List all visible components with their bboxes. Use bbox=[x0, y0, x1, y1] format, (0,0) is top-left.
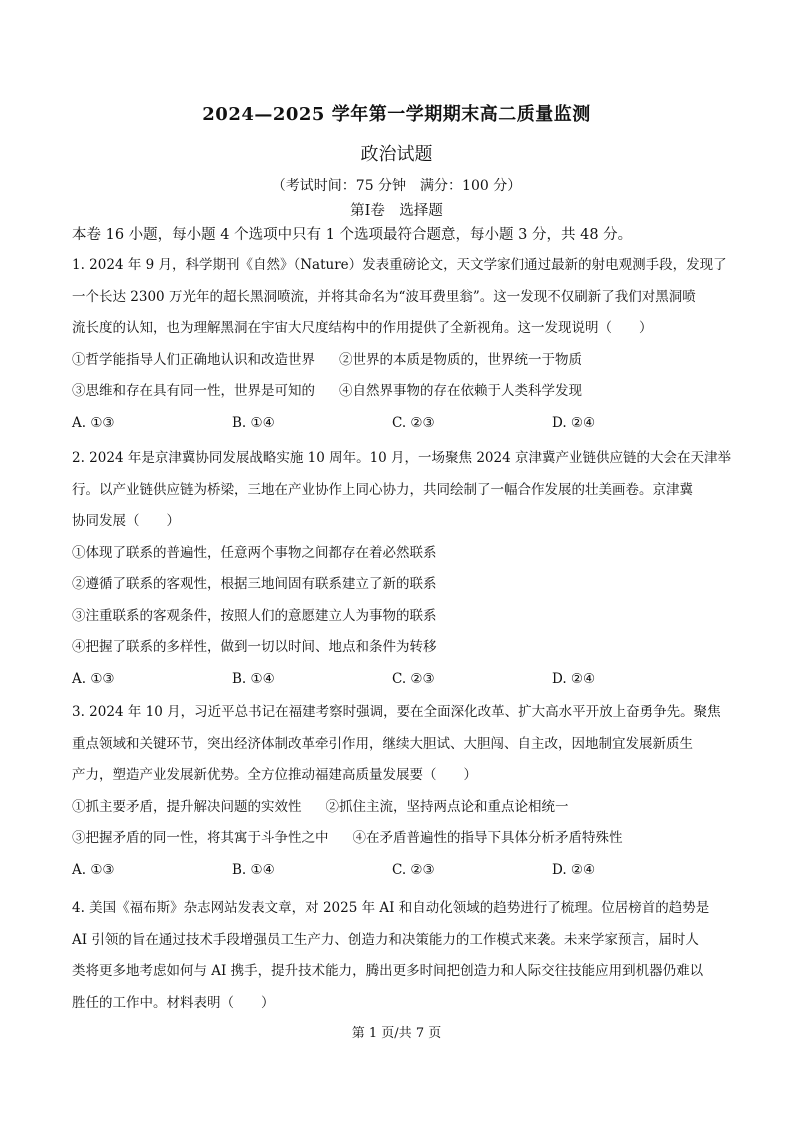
statement: ③把握矛盾的同一性，将其寓于斗争性之中 bbox=[72, 830, 329, 846]
question-text-line: 2. 2024 年是京津冀协同发展战略实施 10 周年。10 月，一场聚焦 2024 京津冀产业链供应链的大会在天津举 bbox=[72, 450, 731, 466]
option-a: A. ①③ bbox=[72, 861, 115, 878]
question-text-line: 4. 美国《福布斯》杂志网站发表文章，对 2025 年 AI 和自动化领域的趋势进行了梳理。位居榜首的趋势是 bbox=[72, 900, 710, 916]
question-text-line: 行。以产业链供应链为桥梁，三地在产业协作上同心协力，共同绘制了一幅合作发展的壮美画卷。京津冀 bbox=[72, 481, 693, 498]
question-text-line: 流长度的认知，也为理解黑洞在宇宙大尺度结构中的作用提供了全新视角。这一发现说明（ ） bbox=[72, 320, 653, 336]
options-row bbox=[72, 855, 727, 887]
statement: ④在矛盾普遍性的指导下具体分析矛盾特殊性 bbox=[352, 830, 623, 846]
question-text-line: 重点领域和关键环节，突出经济体制改革牵引作用，继续大胆试、大胆闯、自主改，因地制宜发展新质生 bbox=[72, 735, 693, 752]
options-row bbox=[72, 408, 727, 440]
statement: ①抓主要矛盾，提升解决问题的实效性 bbox=[72, 798, 302, 815]
statement-row bbox=[72, 376, 727, 408]
option-b: B. ①④ bbox=[232, 414, 275, 431]
statement-row bbox=[72, 792, 727, 824]
option-b: B. ①④ bbox=[232, 670, 275, 687]
section-heading: 第Ⅰ卷 选择题 bbox=[350, 203, 443, 219]
question-text-line: 协同发展（ ） bbox=[72, 513, 180, 529]
exam-info: （考试时间：75 分钟 满分：100 分） bbox=[271, 178, 522, 194]
question-1 bbox=[72, 250, 727, 439]
options-row bbox=[72, 664, 727, 696]
option-d: D. ②④ bbox=[552, 670, 596, 687]
statement: ③注重联系的客观条件，按照人们的意愿建立人为事物的联系 bbox=[72, 607, 437, 624]
question-text-line: AI 引领的旨在通过技术手段增强员工生产力、创造力和决策能力的工作模式来袭。未来学家预言，届时人 bbox=[72, 931, 699, 948]
question-text-line: 产力，塑造产业发展新优势。全方位推动福建高质量发展要（ ） bbox=[72, 767, 477, 783]
statement-row bbox=[72, 823, 727, 855]
option-d: D. ②④ bbox=[552, 861, 596, 878]
option-a: A. ①③ bbox=[72, 414, 115, 431]
instructions: 本卷 16 小题，每小题 4 个选项中只有 1 个选项最符合题意，每小题 3 分，共 48 分。 bbox=[72, 227, 633, 243]
statement: ②世界的本质是物质的，世界统一于物质 bbox=[339, 351, 582, 368]
question-text-line: 胜任的工作中。材料表明（ ） bbox=[72, 994, 275, 1011]
page-number: 第 1 页/共 7 页 bbox=[351, 1026, 442, 1041]
question-text-line: 一个长达 2300 万光年的超长黑洞喷流，并将其命名为“波耳费里翁”。这一发现不仅刷新了我们对黑洞喷 bbox=[72, 288, 696, 305]
option-d: D. ②④ bbox=[552, 414, 596, 431]
question-3 bbox=[72, 697, 727, 886]
question-text-line: 1. 2024 年 9 月，科学期刊《自然》（Nature）发表重磅论文，天文学家们通过最新的射电观测手段，发现了 bbox=[72, 257, 727, 273]
statement: ④把握了联系的多样性，做到一切以时间、地点和条件为转移 bbox=[72, 639, 437, 655]
question-2 bbox=[72, 443, 731, 695]
option-a: A. ①③ bbox=[72, 670, 115, 687]
statement: ②抓住主流，坚持两点论和重点论相统一 bbox=[325, 798, 569, 815]
statement: ③思维和存在具有同一性，世界是可知的 bbox=[72, 383, 315, 399]
statement: ①体现了联系的普遍性，任意两个事物之间都存在着必然联系 bbox=[72, 544, 437, 561]
subject-title: 政治试题 bbox=[360, 144, 433, 165]
question-4 bbox=[72, 893, 727, 1019]
question-text-line: 3. 2024 年 10 月，习近平总书记在福建考察时强调，要在全面深化改革、扩大高水平开放上奋勇争先。聚焦 bbox=[72, 704, 721, 720]
statement: ④自然界事物的存在依赖于人类科学发现 bbox=[339, 383, 582, 399]
statement: ②遵循了联系的客观性，根据三地间固有联系建立了新的联系 bbox=[72, 576, 437, 592]
option-c: C. ②③ bbox=[392, 414, 435, 431]
option-c: C. ②③ bbox=[392, 861, 435, 878]
statement: ①哲学能指导人们正确地认识和改造世界 bbox=[72, 351, 315, 368]
option-b: B. ①④ bbox=[232, 861, 275, 878]
question-text-line: 类将更多地考虑如何与 AI 携手，提升技术能力，腾出更多时间把创造力和人际交往技能应用到机器仍难以 bbox=[72, 963, 704, 979]
exam-title: 2024—2025 学年第一学期期末高二质量监测 bbox=[202, 104, 591, 125]
option-c: C. ②③ bbox=[392, 670, 435, 687]
statement-row bbox=[72, 345, 727, 377]
